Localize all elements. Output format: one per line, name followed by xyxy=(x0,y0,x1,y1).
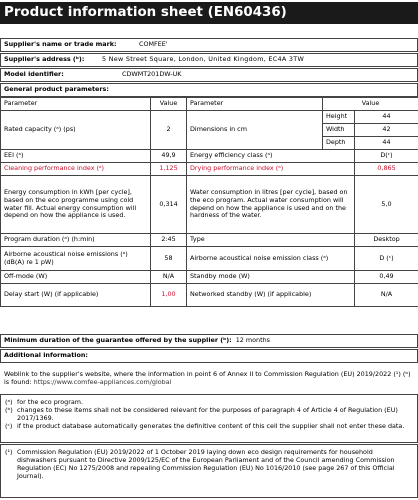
supplier-name-value: COMFEE' xyxy=(139,40,168,49)
table-row xyxy=(1,150,418,163)
program-duration-label: Program duration (ᵃ) (h:min) xyxy=(1,234,151,247)
depth-value: 44 xyxy=(355,137,418,150)
noise-class-label: Airborne acoustical noise emission class (ᵃ) xyxy=(187,247,355,271)
page-title: Product information sheet (EN60436) xyxy=(0,2,418,24)
type-label: Type xyxy=(187,234,355,247)
regulation-section xyxy=(0,444,418,498)
table-row xyxy=(1,247,418,271)
weblink-url[interactable]: https://www.comfee-appliances.com/global xyxy=(33,378,172,386)
general-parameters-heading: General product parameters: xyxy=(0,83,418,97)
model-identifier-value: CDWMT201DW-UK xyxy=(122,70,182,79)
standby-mode-label: Standby mode (W) xyxy=(187,271,355,284)
supplier-address-label: Supplier's address (ᵇ): xyxy=(4,55,85,64)
off-mode-label: Off-mode (W) xyxy=(1,271,151,284)
table-row xyxy=(1,176,418,234)
weblink-text: Weblink to the supplier's website, where the information in point 6 of Annex II to Commission Regulation (EU) 2019/2022 (¹) (ᵇ) is found: xyxy=(4,370,411,386)
rated-capacity-label: Rated capacity (ᵃ) (ps) xyxy=(1,111,151,150)
weblink-section xyxy=(0,367,418,393)
model-identifier-row xyxy=(0,68,418,82)
table-row xyxy=(1,271,418,284)
supplier-name-row xyxy=(0,38,418,52)
networked-standby-label: Networked standby (W) (if applicable) xyxy=(187,284,355,307)
type-value: Desktop xyxy=(355,234,418,247)
height-value: 44 xyxy=(355,111,418,124)
footnotes-section xyxy=(0,394,418,443)
footnote-c: (ᶜ) if the product database automatically generates the definitive content of this cell the supplier shall not enter these data. xyxy=(5,422,405,430)
supplier-address-row xyxy=(0,53,418,67)
header-parameter-2: Parameter xyxy=(187,98,323,111)
table-row xyxy=(1,111,418,124)
energy-class-label: Energy efficiency class (ᵃ) xyxy=(187,150,355,163)
energy-consumption-value: 0,314 xyxy=(151,176,187,234)
height-label: Height xyxy=(323,111,355,124)
cleaning-index-label: Cleaning performance index (ᵃ) xyxy=(1,163,151,176)
guarantee-value: 12 months xyxy=(235,336,270,345)
depth-label: Depth xyxy=(323,137,355,150)
supplier-name-label: Supplier's name or trade mark: xyxy=(4,40,117,49)
parameters-table xyxy=(0,97,418,307)
header-value: Value xyxy=(151,98,187,111)
rated-capacity-value: 2 xyxy=(151,111,187,150)
model-identifier-label: Model identifier: xyxy=(4,70,64,79)
off-mode-value: N/A xyxy=(151,271,187,284)
table-row xyxy=(1,163,418,176)
program-duration-value: 2:45 xyxy=(151,234,187,247)
header-value-2: Value xyxy=(323,98,418,111)
supplier-address-value: 5 New Street Square, London, United Kingdom, EC4A 3TW xyxy=(102,55,305,64)
footnote-b: (ᵇ) changes to these items shall not be considered relevant for the purposes of paragraph 4 of Article 4 of Regulation (EU) 2017/1369. xyxy=(5,406,398,422)
energy-consumption-label: Energy consumption in kWh [per cycle], based on the eco programme using cold water fill. Actual energy consumption will depend on how the appliance is used. xyxy=(1,176,151,234)
standby-mode-value: 0,49 xyxy=(355,271,418,284)
drying-index-label: Drying performance index (ᵃ) xyxy=(187,163,355,176)
table-header-row xyxy=(1,98,418,111)
networked-standby-value: N/A xyxy=(355,284,418,307)
regulation-note: (¹) Commission Regulation (EU) 2019/2022 of 1 October 2019 laying down eco design requirements for household dishwashers pursuant to Directive 2009/125/EC of the European Parliament and of the Council amending Commission Regulation (EC) No 1275/2008 and repealing Commission Regulation (EU) No 1016/2010 (see page 267 of this Official Journal). xyxy=(5,448,395,480)
guarantee-label: Minimum duration of the guarantee offered by the supplier (ᵇ): xyxy=(4,336,232,345)
dimensions-label: Dimensions in cm xyxy=(187,111,323,150)
delay-start-label: Delay start (W) (if applicable) xyxy=(1,284,151,307)
eei-value: 49,9 xyxy=(151,150,187,163)
noise-class-value: D (ᶜ) xyxy=(355,247,418,271)
width-value: 42 xyxy=(355,124,418,137)
noise-emissions-label: Airborne acoustical noise emissions (ᵃ) (dB(A) re 1 pW) xyxy=(1,247,151,271)
guarantee-row xyxy=(0,334,418,348)
eei-label: EEI (ᵃ) xyxy=(1,150,151,163)
delay-start-value: 1,00 xyxy=(151,284,187,307)
water-consumption-label: Water consumption in litres [per cycle], based on the eco program. Actual water consumption will depend on how the appliance is used and on the hardness of the water. xyxy=(187,176,355,234)
energy-class-value: D(ᶜ) xyxy=(355,150,418,163)
noise-emissions-value: 58 xyxy=(151,247,187,271)
drying-index-value: 0,865 xyxy=(355,163,418,176)
width-label: Width xyxy=(323,124,355,137)
header-parameter: Parameter xyxy=(1,98,151,111)
additional-info-heading: Additional information: xyxy=(0,349,418,363)
footnote-a: (ᵃ) for the eco program. xyxy=(5,398,84,406)
water-consumption-value: 5,0 xyxy=(355,176,418,234)
table-row xyxy=(1,284,418,307)
cleaning-index-value: 1,125 xyxy=(151,163,187,176)
table-row xyxy=(1,234,418,247)
